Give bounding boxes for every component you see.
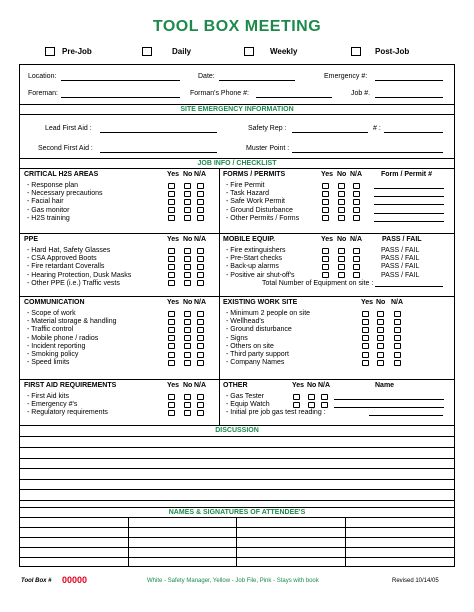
na-column-header: N/A	[391, 299, 404, 306]
safety-rep-number-label: # :	[373, 125, 381, 132]
no-checkbox[interactable]	[184, 248, 191, 254]
yes-checkbox[interactable]	[322, 256, 329, 262]
other-extra-header: Name	[375, 382, 395, 389]
foreman-label: Foreman:	[28, 90, 58, 97]
checklist-item-traffic-control: - Traffic control	[27, 326, 74, 334]
divider	[19, 168, 455, 169]
checklist-item-wellhead-s: - Wellhead's	[226, 318, 265, 326]
foreman-phone-label: Forman's Phone #:	[190, 90, 249, 97]
yes-checkbox[interactable]	[168, 248, 175, 254]
yes-column-header: Yes	[167, 299, 180, 306]
checklist-item-pre-start-checks: - Pre-Start checks	[226, 255, 283, 263]
na-checkbox[interactable]	[197, 311, 204, 317]
attendee-row-line	[19, 527, 455, 528]
no-column-header: No	[183, 299, 193, 306]
job-label: Job #.	[351, 90, 371, 97]
pass-fail-option[interactable]: PASS / FAIL	[381, 247, 420, 254]
checklist-band: JOB INFO / CHECKLIST	[197, 160, 277, 167]
checklist-item-facial-hair: - Facial hair	[27, 198, 64, 206]
yes-checkbox[interactable]	[168, 256, 175, 262]
pre-job-checkbox[interactable]	[45, 47, 55, 56]
no-checkbox[interactable]	[308, 394, 315, 400]
yes-checkbox[interactable]	[362, 360, 369, 366]
discussion-line[interactable]	[19, 468, 455, 469]
second-first-aid-field[interactable]	[100, 152, 217, 153]
permit-number-field[interactable]	[374, 204, 444, 205]
no-checkbox[interactable]	[377, 335, 384, 341]
attendee-row-line	[19, 557, 455, 558]
no-checkbox[interactable]	[377, 319, 384, 325]
existing-section-title: EXISTING WORK SITE	[223, 299, 298, 306]
yes-checkbox[interactable]	[322, 183, 329, 189]
yes-column-header: Yes	[292, 382, 305, 389]
yes-checkbox[interactable]	[322, 207, 329, 213]
no-checkbox[interactable]	[184, 199, 191, 205]
na-checkbox[interactable]	[197, 327, 204, 333]
yes-checkbox[interactable]	[168, 402, 175, 408]
yes-checkbox[interactable]	[168, 191, 175, 197]
na-column-header: N/A	[194, 299, 207, 306]
na-checkbox[interactable]	[197, 264, 204, 270]
no-column-header: No	[183, 236, 193, 243]
checklist-item-hard-hat-safety-glasses: - Hard Hat, Safety Glasses	[27, 247, 111, 254]
weekly-label: Weekly	[270, 47, 298, 56]
checklist-item-gas-tester: - Gas Tester	[226, 393, 264, 400]
na-checkbox[interactable]	[197, 343, 204, 349]
no-column-header: No	[337, 171, 347, 178]
no-checkbox[interactable]	[338, 183, 345, 189]
na-checkbox[interactable]	[394, 311, 401, 317]
na-column-header: N/A	[194, 171, 207, 178]
ppe-section-title: PPE	[24, 236, 39, 243]
na-checkbox[interactable]	[394, 343, 401, 349]
no-column-header: No	[376, 299, 386, 306]
attendee-column-line	[128, 517, 129, 567]
checklist-item-task-hazard: - Task Hazard	[226, 190, 270, 198]
yes-checkbox[interactable]	[322, 191, 329, 197]
permit-number-field[interactable]	[374, 188, 444, 189]
na-checkbox[interactable]	[197, 410, 204, 416]
na-column-header: N/A	[194, 382, 207, 389]
pass-fail-option[interactable]: PASS / FAIL	[381, 255, 420, 263]
total-equipment-label: Total Number of Equipment on site :	[262, 279, 374, 287]
divider	[19, 436, 20, 506]
checklist-item-ground-disturbance: - Ground Disturbance	[226, 206, 293, 214]
attendee-row-line	[19, 537, 455, 538]
no-checkbox[interactable]	[338, 248, 345, 254]
na-checkbox[interactable]	[197, 272, 204, 278]
name-field[interactable]	[334, 399, 444, 400]
discussion-band: DISCUSSION	[215, 427, 259, 434]
no-checkbox[interactable]	[184, 335, 191, 341]
no-checkbox[interactable]	[184, 360, 191, 366]
pre-job-label: Pre-Job	[62, 47, 92, 56]
yes-checkbox[interactable]	[168, 394, 175, 400]
checklist-item-initial-pre-job-gas-test-reading: - Initial pre job gas test reading :	[226, 409, 326, 417]
checklist-item-fire-permit: - Fire Permit	[226, 182, 265, 189]
revised-date: Revised 10/14/05	[392, 578, 439, 584]
checklist-item-other-ppe-i-e-traffic-vests: - Other PPE (i.e.) Traffic vests	[27, 279, 120, 287]
na-checkbox[interactable]	[197, 394, 204, 400]
checklist-item-signs: - Signs	[226, 334, 248, 342]
no-checkbox[interactable]	[338, 256, 345, 262]
divider	[19, 114, 455, 115]
checklist-item-material-storage-handling: - Material storage & handling	[27, 318, 117, 326]
tool-box-number: 00000	[62, 575, 88, 585]
na-checkbox[interactable]	[197, 183, 204, 189]
yes-checkbox[interactable]	[168, 311, 175, 317]
no-checkbox[interactable]	[184, 327, 191, 333]
date-label: Date:	[198, 73, 215, 80]
no-column-header: No	[307, 382, 317, 389]
post-job-label: Post-Job	[375, 47, 410, 56]
no-checkbox[interactable]	[184, 352, 191, 358]
no-checkbox[interactable]	[184, 207, 191, 213]
attendee-column-line	[345, 517, 346, 567]
discussion-line[interactable]	[19, 500, 455, 501]
na-checkbox[interactable]	[353, 199, 360, 205]
yes-column-header: Yes	[321, 236, 334, 243]
no-checkbox[interactable]	[377, 352, 384, 358]
na-checkbox[interactable]	[197, 352, 204, 358]
checklist-item-h2s-training: - H2S training	[27, 214, 70, 222]
checklist-item-back-up-alarms: - Back-up alarms	[226, 263, 279, 271]
site-emergency-band: SITE EMERGENCY INFORMATION	[180, 106, 294, 113]
yes-checkbox[interactable]	[168, 352, 175, 358]
other-section-title: OTHER	[223, 382, 248, 389]
second-first-aid-label: Second First Aid :	[38, 145, 93, 152]
attendee-column-line	[236, 517, 237, 567]
no-checkbox[interactable]	[377, 327, 384, 333]
job-field[interactable]	[375, 97, 443, 98]
na-checkbox[interactable]	[197, 256, 204, 262]
na-checkbox[interactable]	[394, 319, 401, 325]
no-checkbox[interactable]	[377, 360, 384, 366]
na-column-header: N/A	[350, 171, 363, 178]
checklist-item-necessary-precautions: - Necessary precautions	[27, 190, 103, 198]
yes-checkbox[interactable]	[362, 311, 369, 317]
safety-rep-number-field[interactable]	[384, 132, 443, 133]
no-column-header: No	[337, 236, 347, 243]
no-checkbox[interactable]	[338, 215, 345, 221]
checklist-item-fire-retardant-coveralls: - Fire retardant Coveralls	[27, 263, 105, 271]
yes-checkbox[interactable]	[322, 264, 329, 270]
divider	[19, 517, 455, 518]
na-checkbox[interactable]	[394, 352, 401, 358]
permit-number-field[interactable]	[374, 221, 444, 222]
checklist-item-third-party-support: - Third party support	[226, 351, 289, 358]
foreman-phone-field[interactable]	[256, 97, 332, 98]
yes-checkbox[interactable]	[362, 327, 369, 333]
no-checkbox[interactable]	[338, 207, 345, 213]
first-aid-section-title: FIRST AID REQUIREMENTS	[24, 382, 117, 389]
na-checkbox[interactable]	[321, 394, 328, 400]
no-checkbox[interactable]	[184, 410, 191, 416]
checklist-item-csa-approved-boots: - CSA Approved Boots	[27, 255, 97, 263]
no-checkbox[interactable]	[308, 402, 315, 408]
na-column-header: N/A	[318, 382, 331, 389]
forms-section-title: FORMS / PERMITS	[223, 171, 286, 178]
na-checkbox[interactable]	[321, 402, 328, 408]
na-checkbox[interactable]	[197, 199, 204, 205]
na-checkbox[interactable]	[353, 191, 360, 197]
divider	[19, 507, 455, 508]
discussion-line[interactable]	[19, 479, 455, 480]
post-job-checkbox[interactable]	[351, 47, 361, 56]
no-checkbox[interactable]	[184, 319, 191, 325]
na-checkbox[interactable]	[197, 215, 204, 221]
total-equipment-field[interactable]	[375, 286, 443, 287]
na-checkbox[interactable]	[394, 335, 401, 341]
yes-checkbox[interactable]	[322, 215, 329, 221]
emergency-label: Emergency #:	[324, 73, 368, 80]
checklist-item-minimum-2-people-on-site: - Minimum 2 people on site	[226, 310, 311, 317]
date-field[interactable]	[219, 80, 295, 81]
gas-test-reading-field[interactable]	[369, 415, 443, 416]
yes-checkbox[interactable]	[293, 402, 300, 408]
na-checkbox[interactable]	[197, 319, 204, 325]
divider	[19, 379, 455, 380]
na-checkbox[interactable]	[197, 280, 204, 286]
na-checkbox[interactable]	[353, 207, 360, 213]
checklist-item-gas-monitor: - Gas monitor	[27, 206, 70, 214]
na-checkbox[interactable]	[197, 360, 204, 366]
divider	[19, 436, 455, 437]
permit-number-field[interactable]	[374, 213, 444, 214]
yes-checkbox[interactable]	[168, 183, 175, 189]
no-checkbox[interactable]	[338, 272, 345, 278]
forms-extra-header: Form / Permit #	[381, 171, 432, 178]
discussion-line[interactable]	[19, 458, 455, 459]
no-checkbox[interactable]	[184, 191, 191, 197]
yes-column-header: Yes	[167, 382, 180, 389]
lead-first-aid-label: Lead First Aid :	[45, 125, 92, 132]
na-checkbox[interactable]	[394, 327, 401, 333]
checklist-item-ground-disturbance: - Ground disturbance	[226, 326, 292, 334]
name-field[interactable]	[334, 407, 444, 408]
no-checkbox[interactable]	[377, 311, 384, 317]
muster-point-label: Muster Point :	[246, 145, 290, 152]
na-checkbox[interactable]	[197, 248, 204, 254]
na-checkbox[interactable]	[197, 207, 204, 213]
no-checkbox[interactable]	[338, 264, 345, 270]
yes-checkbox[interactable]	[293, 394, 300, 400]
no-checkbox[interactable]	[184, 264, 191, 270]
no-checkbox[interactable]	[184, 280, 191, 286]
yes-checkbox[interactable]	[322, 272, 329, 278]
permit-number-field[interactable]	[374, 196, 444, 197]
yes-checkbox[interactable]	[322, 199, 329, 205]
checklist-item-other-permits-forms: - Other Permits / Forms	[226, 214, 300, 222]
discussion-line[interactable]	[19, 489, 455, 490]
no-checkbox[interactable]	[184, 311, 191, 317]
location-field[interactable]	[61, 80, 180, 81]
checklist-item-regulatory-requirements: - Regulatory requirements	[27, 409, 108, 417]
mobile-section-title: MOBILE EQUIP.	[223, 236, 275, 243]
na-column-header: N/A	[194, 236, 207, 243]
checklist-item-others-on-site: - Others on site	[226, 342, 274, 350]
safety-rep-field[interactable]	[292, 132, 368, 133]
yes-checkbox[interactable]	[168, 215, 175, 221]
no-checkbox[interactable]	[338, 191, 345, 197]
safety-rep-label: Safety Rep :	[248, 125, 287, 132]
pass-fail-option[interactable]: PASS / FAIL	[381, 271, 420, 279]
checklist-item-fire-extinguishers: - Fire extinguishers	[226, 247, 286, 254]
na-checkbox[interactable]	[197, 191, 204, 197]
copy-distribution: White - Safety Manager, Yellow - Job File, Pink - Stays with book	[147, 578, 319, 584]
checklist-item-positive-air-shut-off-s: - Positive air shut-off's	[226, 271, 295, 279]
checklist-item-safe-work-permit: - Safe Work Permit	[226, 198, 285, 206]
yes-checkbox[interactable]	[168, 272, 175, 278]
no-checkbox[interactable]	[184, 215, 191, 221]
divider	[19, 233, 455, 234]
na-checkbox[interactable]	[394, 360, 401, 366]
na-checkbox[interactable]	[353, 272, 360, 278]
pass-fail-option[interactable]: PASS / FAIL	[381, 263, 420, 271]
yes-column-header: Yes	[321, 171, 334, 178]
yes-column-header: Yes	[167, 171, 180, 178]
yes-checkbox[interactable]	[168, 360, 175, 366]
checklist-item-response-plan: - Response plan	[27, 182, 78, 189]
checklist-item-first-aid-kits: - First Aid kits	[27, 393, 70, 400]
na-checkbox[interactable]	[197, 402, 204, 408]
checklist-item-mobile-phone-radios: - Mobile phone / radios	[27, 334, 99, 342]
attendee-row-line	[19, 547, 455, 548]
no-checkbox[interactable]	[338, 199, 345, 205]
checklist-item-equip-watch: - Equip Watch	[226, 401, 270, 409]
divider	[19, 296, 455, 297]
yes-checkbox[interactable]	[168, 335, 175, 341]
names-band: NAMES & SIGNATURES OF ATTENDEE'S	[168, 509, 306, 516]
na-checkbox[interactable]	[197, 335, 204, 341]
checklist-item-company-names: - Company Names	[226, 359, 285, 367]
no-checkbox[interactable]	[184, 272, 191, 278]
no-checkbox[interactable]	[377, 343, 384, 349]
yes-checkbox[interactable]	[362, 343, 369, 349]
yes-checkbox[interactable]	[168, 264, 175, 270]
communication-section-title: COMMUNICATION	[24, 299, 85, 306]
yes-column-header: Yes	[361, 299, 374, 306]
yes-checkbox[interactable]	[168, 199, 175, 205]
no-checkbox[interactable]	[184, 183, 191, 189]
no-checkbox[interactable]	[184, 394, 191, 400]
discussion-line[interactable]	[19, 447, 455, 448]
checklist-item-scope-of-work: - Scope of work	[27, 310, 76, 317]
checklist-item-emergency-s: - Emergency #'s	[27, 401, 78, 409]
weekly-checkbox[interactable]	[244, 47, 254, 56]
critical-section-title: CRITICAL H2S AREAS	[24, 171, 99, 178]
yes-checkbox[interactable]	[322, 248, 329, 254]
yes-checkbox[interactable]	[168, 343, 175, 349]
mobile-extra-header: PASS / FAIL	[382, 236, 422, 243]
yes-checkbox[interactable]	[362, 352, 369, 358]
no-checkbox[interactable]	[184, 402, 191, 408]
emergency-field[interactable]	[375, 80, 443, 81]
yes-checkbox[interactable]	[168, 207, 175, 213]
no-checkbox[interactable]	[184, 256, 191, 262]
checklist-item-incident-reporting: - Incident reporting	[27, 342, 86, 350]
yes-checkbox[interactable]	[362, 319, 369, 325]
yes-checkbox[interactable]	[168, 280, 175, 286]
yes-checkbox[interactable]	[168, 410, 175, 416]
na-checkbox[interactable]	[353, 215, 360, 221]
daily-checkbox[interactable]	[142, 47, 152, 56]
yes-checkbox[interactable]	[362, 335, 369, 341]
location-label: Location:	[28, 73, 57, 80]
yes-column-header: Yes	[167, 236, 180, 243]
checklist-item-smoking-policy: - Smoking policy	[27, 351, 79, 358]
foreman-field[interactable]	[61, 97, 180, 98]
muster-point-field[interactable]	[292, 152, 443, 153]
tool-box-number-label: Tool Box #	[21, 578, 52, 584]
page-title: TOOL BOX MEETING	[152, 18, 322, 35]
no-column-header: No	[183, 171, 193, 178]
yes-checkbox[interactable]	[168, 319, 175, 325]
na-checkbox[interactable]	[353, 183, 360, 189]
no-column-header: No	[183, 382, 193, 389]
checklist-item-hearing-protection-dusk-masks: - Hearing Protection, Dusk Masks	[27, 271, 132, 279]
lead-first-aid-field[interactable]	[100, 132, 217, 133]
na-column-header: N/A	[350, 236, 363, 243]
checklist-item-speed-limits: - Speed limits	[27, 359, 70, 367]
na-checkbox[interactable]	[353, 256, 360, 262]
na-checkbox[interactable]	[353, 248, 360, 254]
no-checkbox[interactable]	[184, 343, 191, 349]
yes-checkbox[interactable]	[168, 327, 175, 333]
na-checkbox[interactable]	[353, 264, 360, 270]
daily-label: Daily	[172, 47, 192, 56]
